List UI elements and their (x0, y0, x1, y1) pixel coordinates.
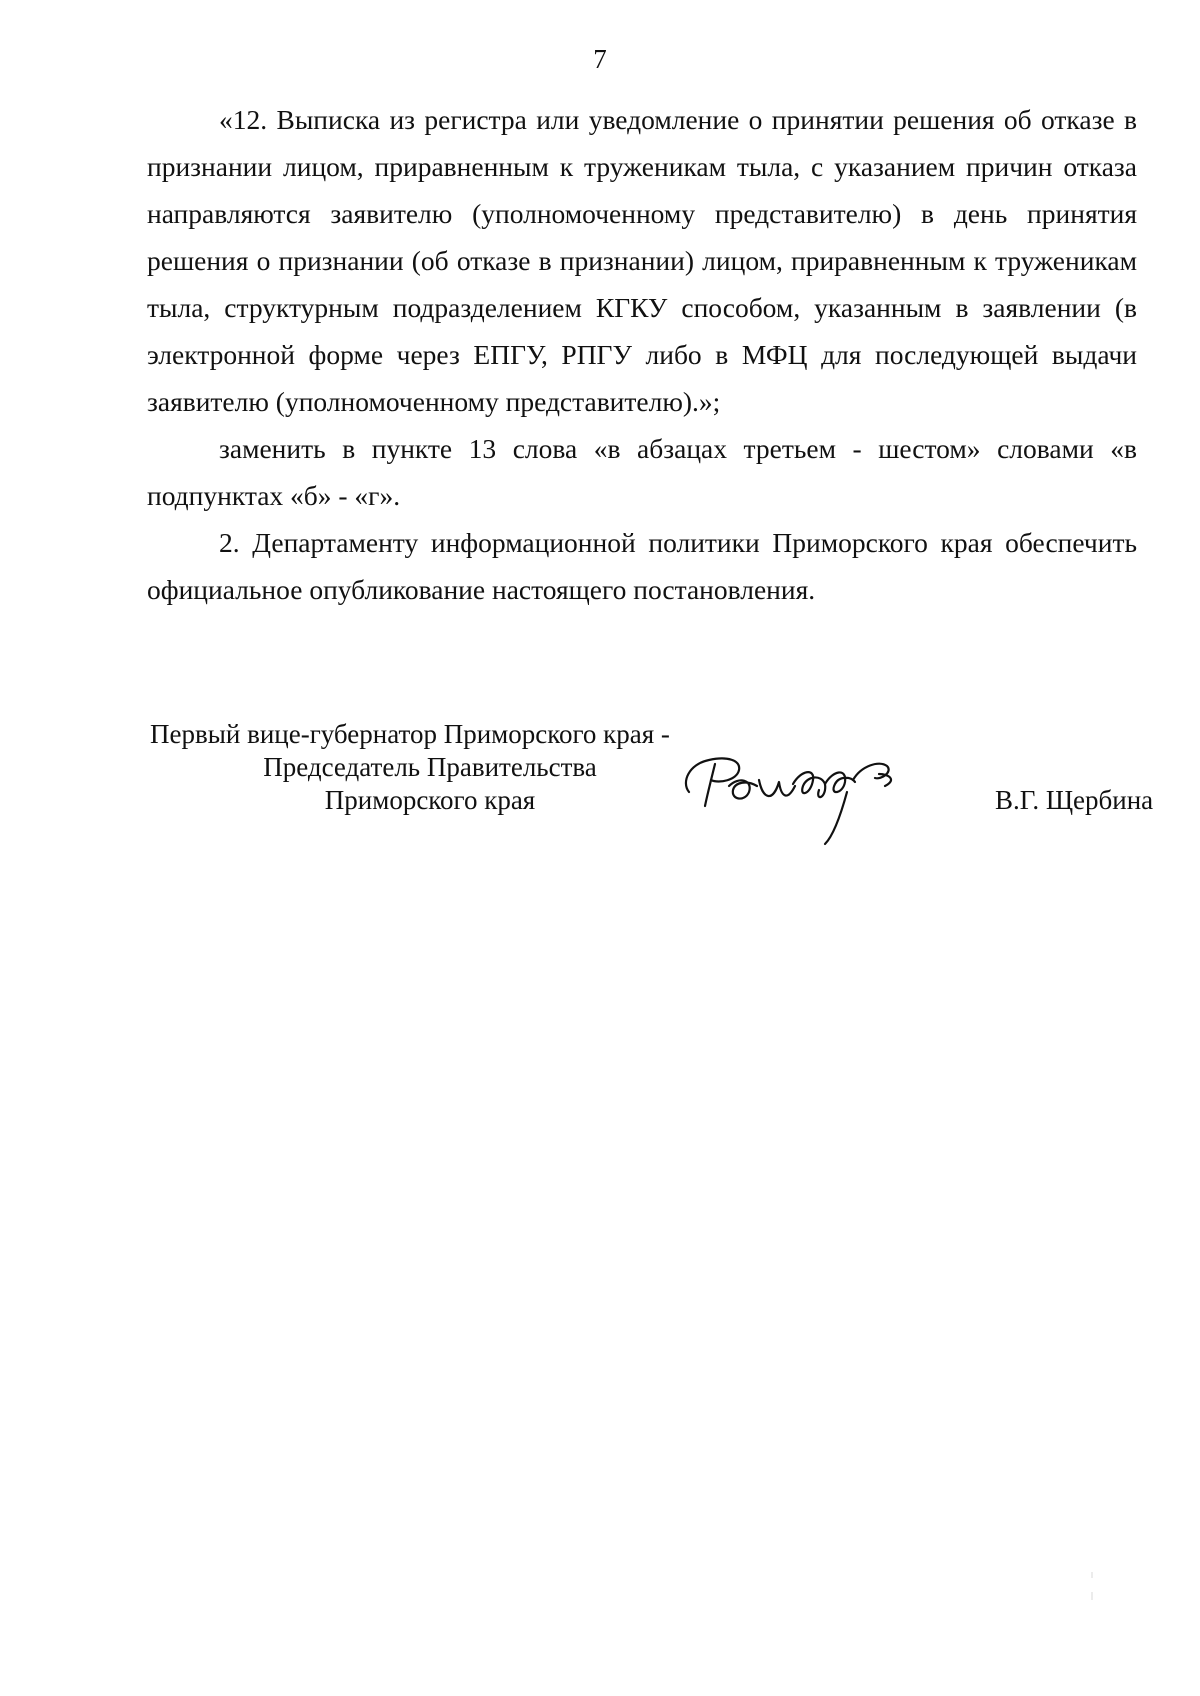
signatory-title-line-3: Приморского края (324, 785, 536, 815)
signatory-title-line-1: Первый вице-губернатор Приморского края - (150, 719, 670, 749)
page-number: 7 (593, 44, 607, 74)
signatory-title (140, 718, 720, 817)
signatory-name: В.Г. Щербина (995, 785, 1154, 815)
paragraph-department-publication: 2. Департаменту информационной политики Приморского края обеспечить официальное опубликование настоящего постановления. (147, 527, 1137, 605)
signatory-title-line-2: Председатель Правительства (263, 752, 597, 782)
scan-artifact (1090, 1570, 1094, 1604)
document-body (147, 96, 1137, 613)
signature-block (140, 718, 1154, 858)
paragraph-replace-item-13: заменить в пункте 13 слова «в абзацах третьем - шестом» словами «в подпунктах «б» - «г». (147, 433, 1137, 511)
handwritten-signature (675, 740, 935, 850)
paragraph-item-12: «12. Выписка из регистра или уведомление о принятии решения об отказе в признании лицом, приравненным к труженикам тыла, с указанием причин отказа направляются заявителю (уполномоченному представителю) в день принятия решения о признании (об отказе в признании) лицом, приравненным к труженикам тыла, структурным подразделением КГКУ способом, указанным в заявлении (в электронной форме через ЕПГУ, РПГУ либо в МФЦ для последующей выдачи заявителю (уполномоченному представителю).»; (147, 104, 1137, 417)
